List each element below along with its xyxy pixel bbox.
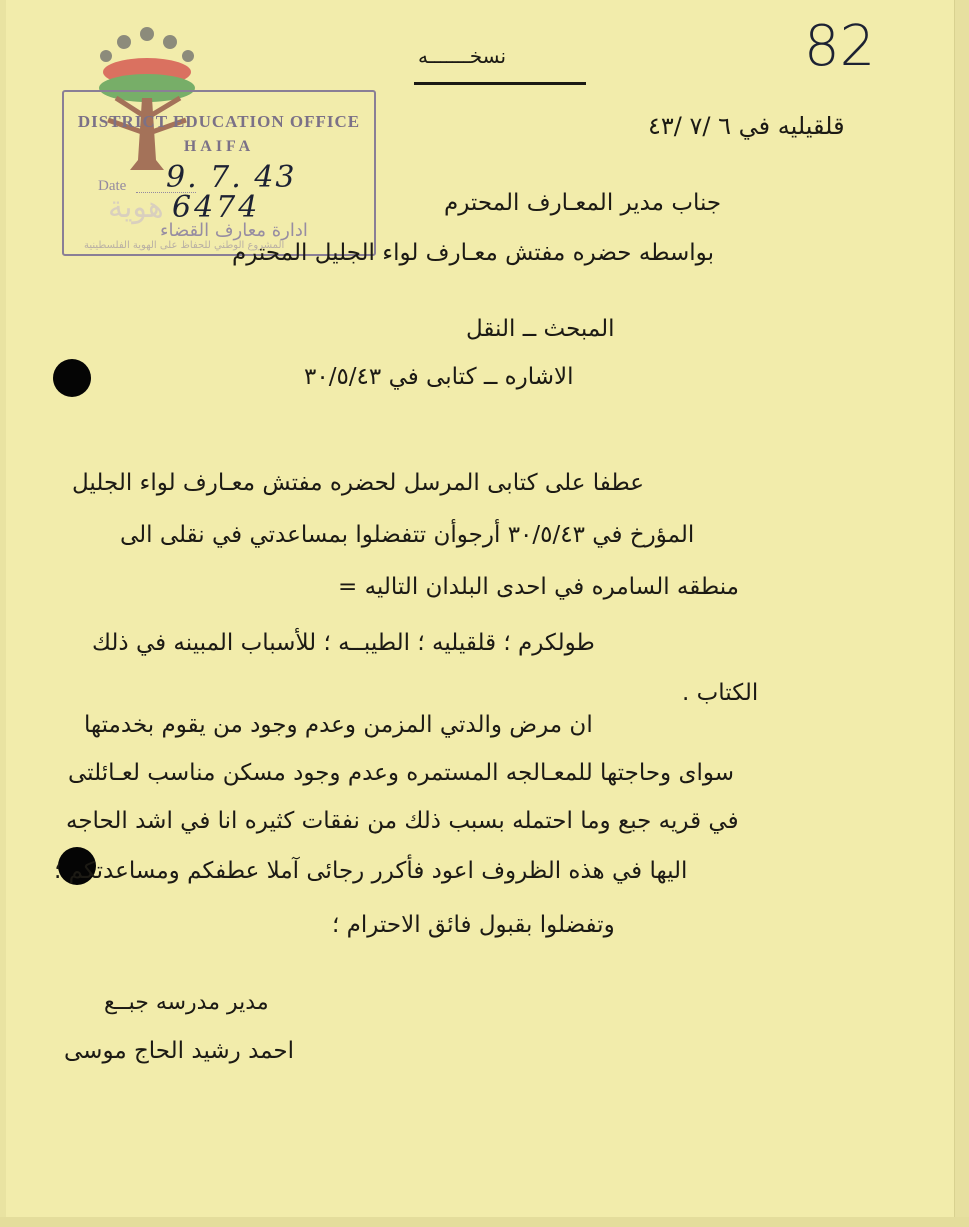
body-line-10: وتفضلوا بقبول فائق الاحترام ؛ — [332, 912, 615, 938]
body-line-2: المؤرخ في ٣٠/٥/٤٣ أرجوأن تتفضلوا بمساعدتي في نقلى الى — [120, 522, 695, 548]
body-line-1: عطفا على كتابى المرسل لحضره مفتش معـارف لواء الجليل — [72, 470, 644, 496]
body-line-6: ان مرض والدتي المزمن وعدم وجود من يقوم بخدمتها — [84, 712, 593, 738]
watermark-tagline: المشروع الوطني للحفاظ على الهوية الفلسطينية — [84, 240, 285, 251]
stamp-number-handwritten: 6474 — [172, 190, 261, 225]
body-line-5: الكتاب . — [682, 680, 759, 706]
punch-hole-top — [53, 359, 91, 397]
page-number: 82 — [804, 14, 876, 79]
copy-underline — [414, 82, 586, 85]
place-and-date: قلقيليه في ٦ /٧ /٤٣ — [648, 112, 845, 140]
body-line-7: سواى وحاجتها للمعـالجه المستمره وعدم وجود مسكن مناسب لعـائلتى — [68, 760, 735, 786]
body-line-4: طولكرم ؛ قلقيليه ؛ الطيبــه ؛ للأسباب المبينه في ذلك — [92, 630, 595, 656]
signature-name: احمد رشيد الحاج موسى — [64, 1038, 295, 1064]
stamp-city: HAIFA — [183, 138, 255, 155]
subject-topic: المبحث ــ النقل — [466, 316, 615, 342]
addressee-line-1: جناب مدير المعـارف المحترم — [444, 190, 722, 216]
addressee-line-2: بواسطه حضره مفتش معـارف لواء الجليل المحترم — [232, 240, 714, 266]
subject-reference: الاشاره ــ كتابى في ٣٠/٥/٤٣ — [304, 364, 574, 390]
signature-title: مدير مدرسه جبــع — [104, 990, 269, 1015]
stamp-date-label: Date — [98, 178, 127, 194]
copy-label: نسخـــــــه — [418, 44, 507, 68]
page-edge-left — [0, 0, 6, 1227]
body-line-3: منطقه السامره في احدى البلدان التاليه = — [338, 574, 739, 600]
stamp-office-title: DISTRICT EDUCATION OFFICE — [77, 112, 361, 131]
page-edge-bottom — [0, 1217, 969, 1227]
body-line-9: اليها في هذه الظروف اعود فأكرر رجائى آملا عطفكم ومساعدتكم ؛ — [54, 858, 688, 884]
stamp-arabic-label: ادارة معارف القضاء — [160, 220, 308, 241]
watermark-brand: هوية — [108, 190, 164, 225]
body-line-8: في قريه جبع وما احتمله بسبب ذلك من نفقات كثيره انا في اشد الحاجه — [66, 808, 739, 834]
page-edge-right — [954, 0, 969, 1227]
stamp-date-handwritten: 9. 7. 43 — [166, 160, 297, 195]
